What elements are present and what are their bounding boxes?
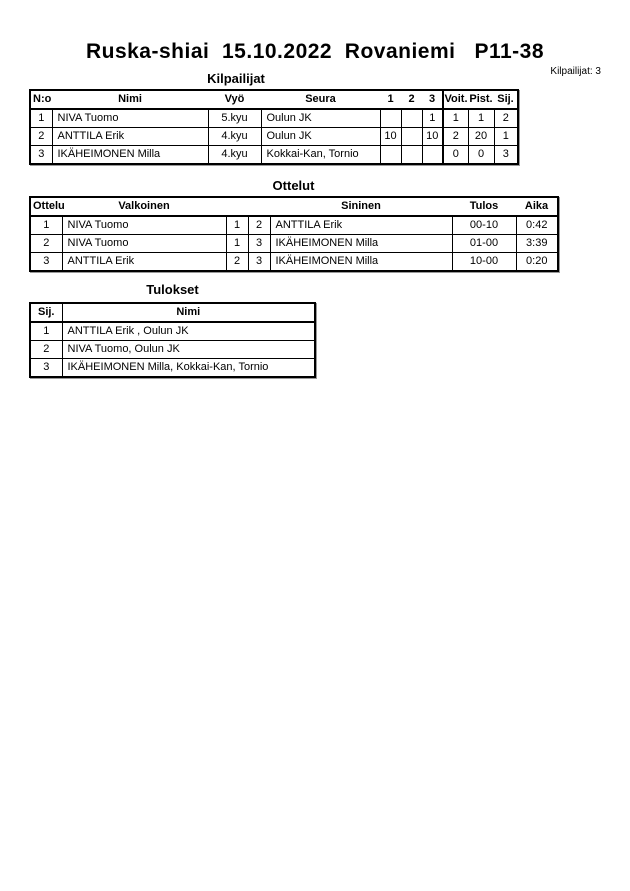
header-sininen: Sininen (270, 197, 452, 216)
result-name-cell: ANTTILA Erik , Oulun JK (62, 322, 315, 341)
result-cell: 01-00 (452, 235, 516, 253)
points-cell: 20 (468, 128, 494, 146)
match2-score-cell (401, 128, 422, 146)
match-row (30, 216, 558, 235)
results-header-row (30, 303, 315, 322)
white-player-number-cell: 2 (226, 253, 248, 272)
place-cell: 3 (494, 146, 518, 165)
match-number-cell: 1 (30, 216, 62, 235)
header-sij: Sij. (494, 90, 518, 109)
page-title: Ruska-shiai 15.10.2022 Rovaniemi P11-38 (85, 40, 545, 63)
match-row (30, 253, 558, 272)
match3-score-cell (422, 146, 443, 165)
header-nimi: Nimi (62, 303, 315, 322)
header-no: N:o (30, 90, 52, 109)
competitor-club-cell: Kokkai-Kan, Tornio (261, 146, 380, 165)
header-vyo: Vyö (208, 90, 261, 109)
match-row (30, 235, 558, 253)
result-row (30, 341, 315, 359)
matches-header-row (30, 197, 558, 216)
competitor-name-cell: ANTTILA Erik (52, 128, 208, 146)
time-cell: 3:39 (516, 235, 558, 253)
points-cell: 1 (468, 109, 494, 128)
blue-player-cell: IKÄHEIMONEN Milla (270, 253, 452, 272)
results-table (29, 302, 316, 378)
competitor-belt-cell: 5.kyu (208, 109, 261, 128)
wins-cell: 1 (443, 109, 468, 128)
competitor-club-cell: Oulun JK (261, 128, 380, 146)
result-row (30, 359, 315, 378)
white-player-number-cell: 1 (226, 216, 248, 235)
white-player-cell: ANTTILA Erik (62, 253, 226, 272)
blue-player-number-cell: 3 (248, 235, 270, 253)
competitor-number-cell: 1 (30, 109, 52, 128)
result-cell: 00-10 (452, 216, 516, 235)
competitor-row (30, 128, 518, 146)
place-cell: 1 (30, 322, 62, 341)
competitor-number-cell: 2 (30, 128, 52, 146)
place-cell: 2 (30, 341, 62, 359)
competitor-row (30, 146, 518, 165)
competitors-header-row (30, 90, 518, 109)
header-voit: Voit. (443, 90, 468, 109)
competitors-table (29, 89, 519, 165)
wins-cell: 2 (443, 128, 468, 146)
competitor-name-cell: NIVA Tuomo (52, 109, 208, 128)
place-cell: 3 (30, 359, 62, 378)
blue-player-number-cell: 2 (248, 216, 270, 235)
match1-score-cell: 10 (380, 128, 401, 146)
section-title-kilpailijat: Kilpailijat (207, 71, 265, 86)
match2-score-cell (401, 109, 422, 128)
header-match-2: 2 (401, 90, 422, 109)
place-cell: 1 (494, 128, 518, 146)
header-ottelu: Ottelu (30, 197, 62, 216)
header-match-3: 3 (422, 90, 443, 109)
blue-player-cell: ANTTILA Erik (270, 216, 452, 235)
header-nimi: Nimi (52, 90, 208, 109)
competitor-belt-cell: 4.kyu (208, 128, 261, 146)
result-name-cell: IKÄHEIMONEN Milla, Kokkai-Kan, Tornio (62, 359, 315, 378)
section-title-tulokset: Tulokset (146, 282, 199, 297)
matches-table (29, 196, 559, 272)
match3-score-cell: 1 (422, 109, 443, 128)
competitor-belt-cell: 4.kyu (208, 146, 261, 165)
header-match-1: 1 (380, 90, 401, 109)
result-row (30, 322, 315, 341)
header-tulos: Tulos (452, 197, 516, 216)
white-player-cell: NIVA Tuomo (62, 235, 226, 253)
wins-cell: 0 (443, 146, 468, 165)
competitor-club-cell: Oulun JK (261, 109, 380, 128)
match-number-cell: 3 (30, 253, 62, 272)
white-player-number-cell: 1 (226, 235, 248, 253)
header-seura: Seura (261, 90, 380, 109)
place-cell: 2 (494, 109, 518, 128)
header-blue-number (248, 197, 270, 216)
header-sij: Sij. (30, 303, 62, 322)
section-title-ottelut: Ottelut (272, 178, 315, 193)
header-white-number (226, 197, 248, 216)
competitor-count-label: Kilpailijat: 3 (550, 66, 601, 77)
white-player-cell: NIVA Tuomo (62, 216, 226, 235)
time-cell: 0:42 (516, 216, 558, 235)
points-cell: 0 (468, 146, 494, 165)
match1-score-cell (380, 109, 401, 128)
match2-score-cell (401, 146, 422, 165)
result-name-cell: NIVA Tuomo, Oulun JK (62, 341, 315, 359)
competitor-row (30, 109, 518, 128)
header-valkoinen: Valkoinen (62, 197, 226, 216)
time-cell: 0:20 (516, 253, 558, 272)
match3-score-cell: 10 (422, 128, 443, 146)
header-pist: Pist. (468, 90, 494, 109)
blue-player-number-cell: 3 (248, 253, 270, 272)
blue-player-cell: IKÄHEIMONEN Milla (270, 235, 452, 253)
match1-score-cell (380, 146, 401, 165)
match-number-cell: 2 (30, 235, 62, 253)
competitor-number-cell: 3 (30, 146, 52, 165)
competitor-name-cell: IKÄHEIMONEN Milla (52, 146, 208, 165)
result-cell: 10-00 (452, 253, 516, 272)
header-aika: Aika (516, 197, 558, 216)
